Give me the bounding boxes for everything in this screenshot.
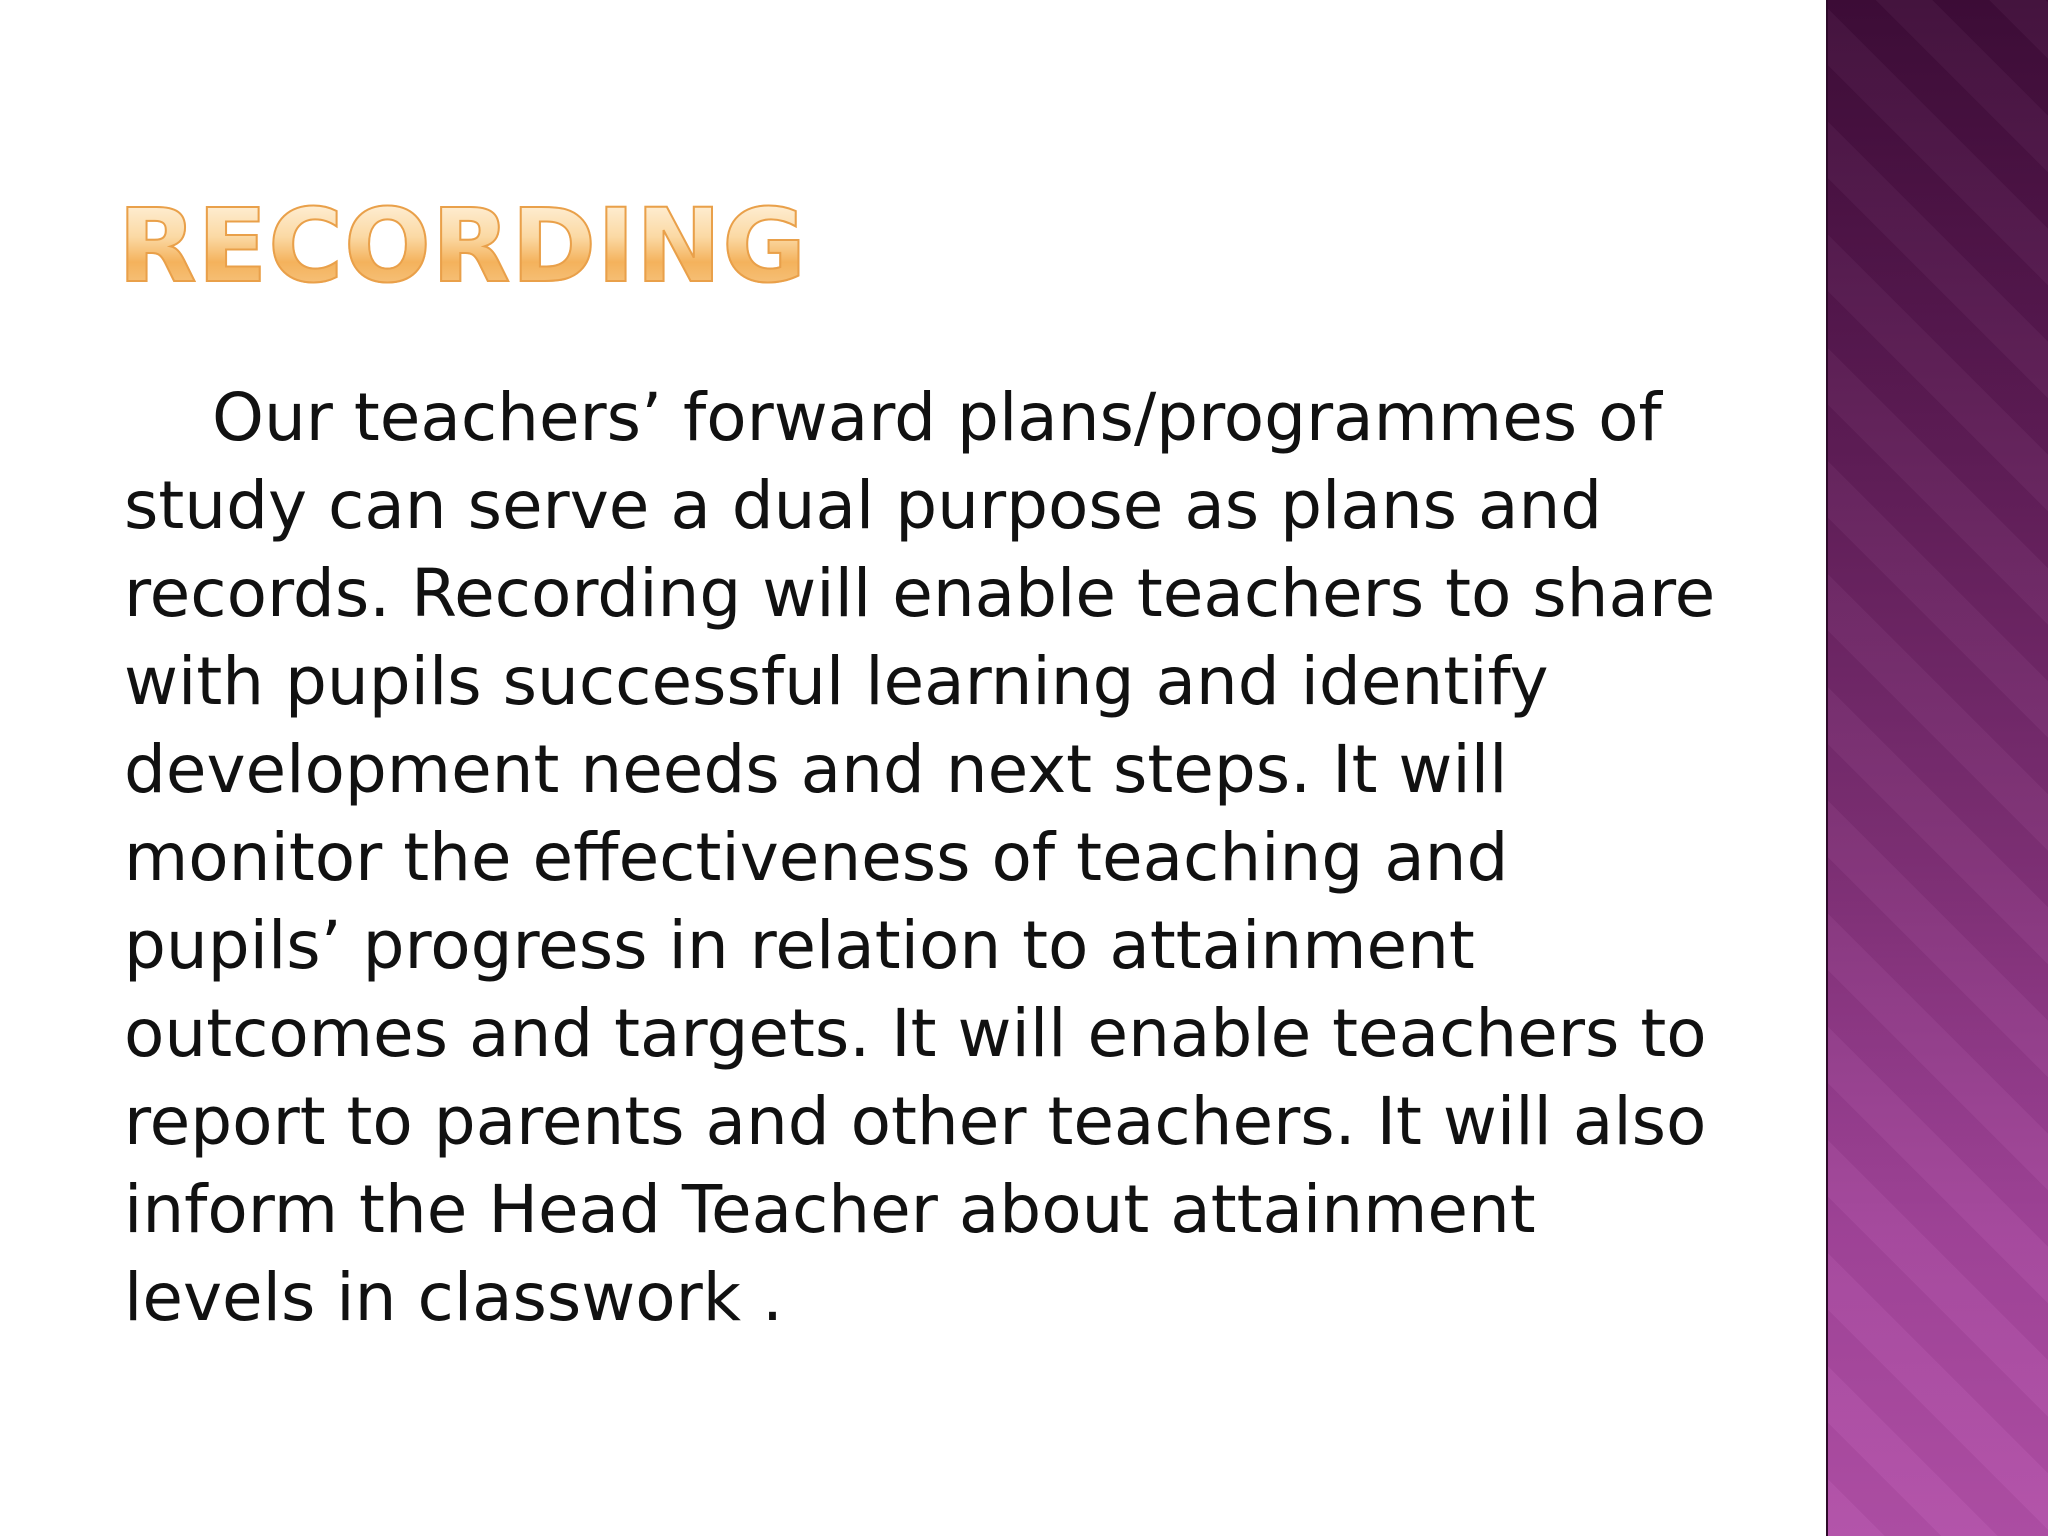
slide-title: RECORDING (118, 187, 808, 306)
slide-body-text: Our teachers’ forward plans/programmes of study can serve a dual purpose as plans and records. Recording will enable teachers to share with pupils successful learning and identify development needs and next steps. It will monitor the effectiveness of teaching and pupils’ progress in relation to attainment outcomes and targets. It will enable teachers to report to parents and other teachers. It will also inform the Head Teacher about attainment levels in classwork . (124, 379, 1716, 1336)
decorative-side-band (1826, 0, 2048, 1536)
